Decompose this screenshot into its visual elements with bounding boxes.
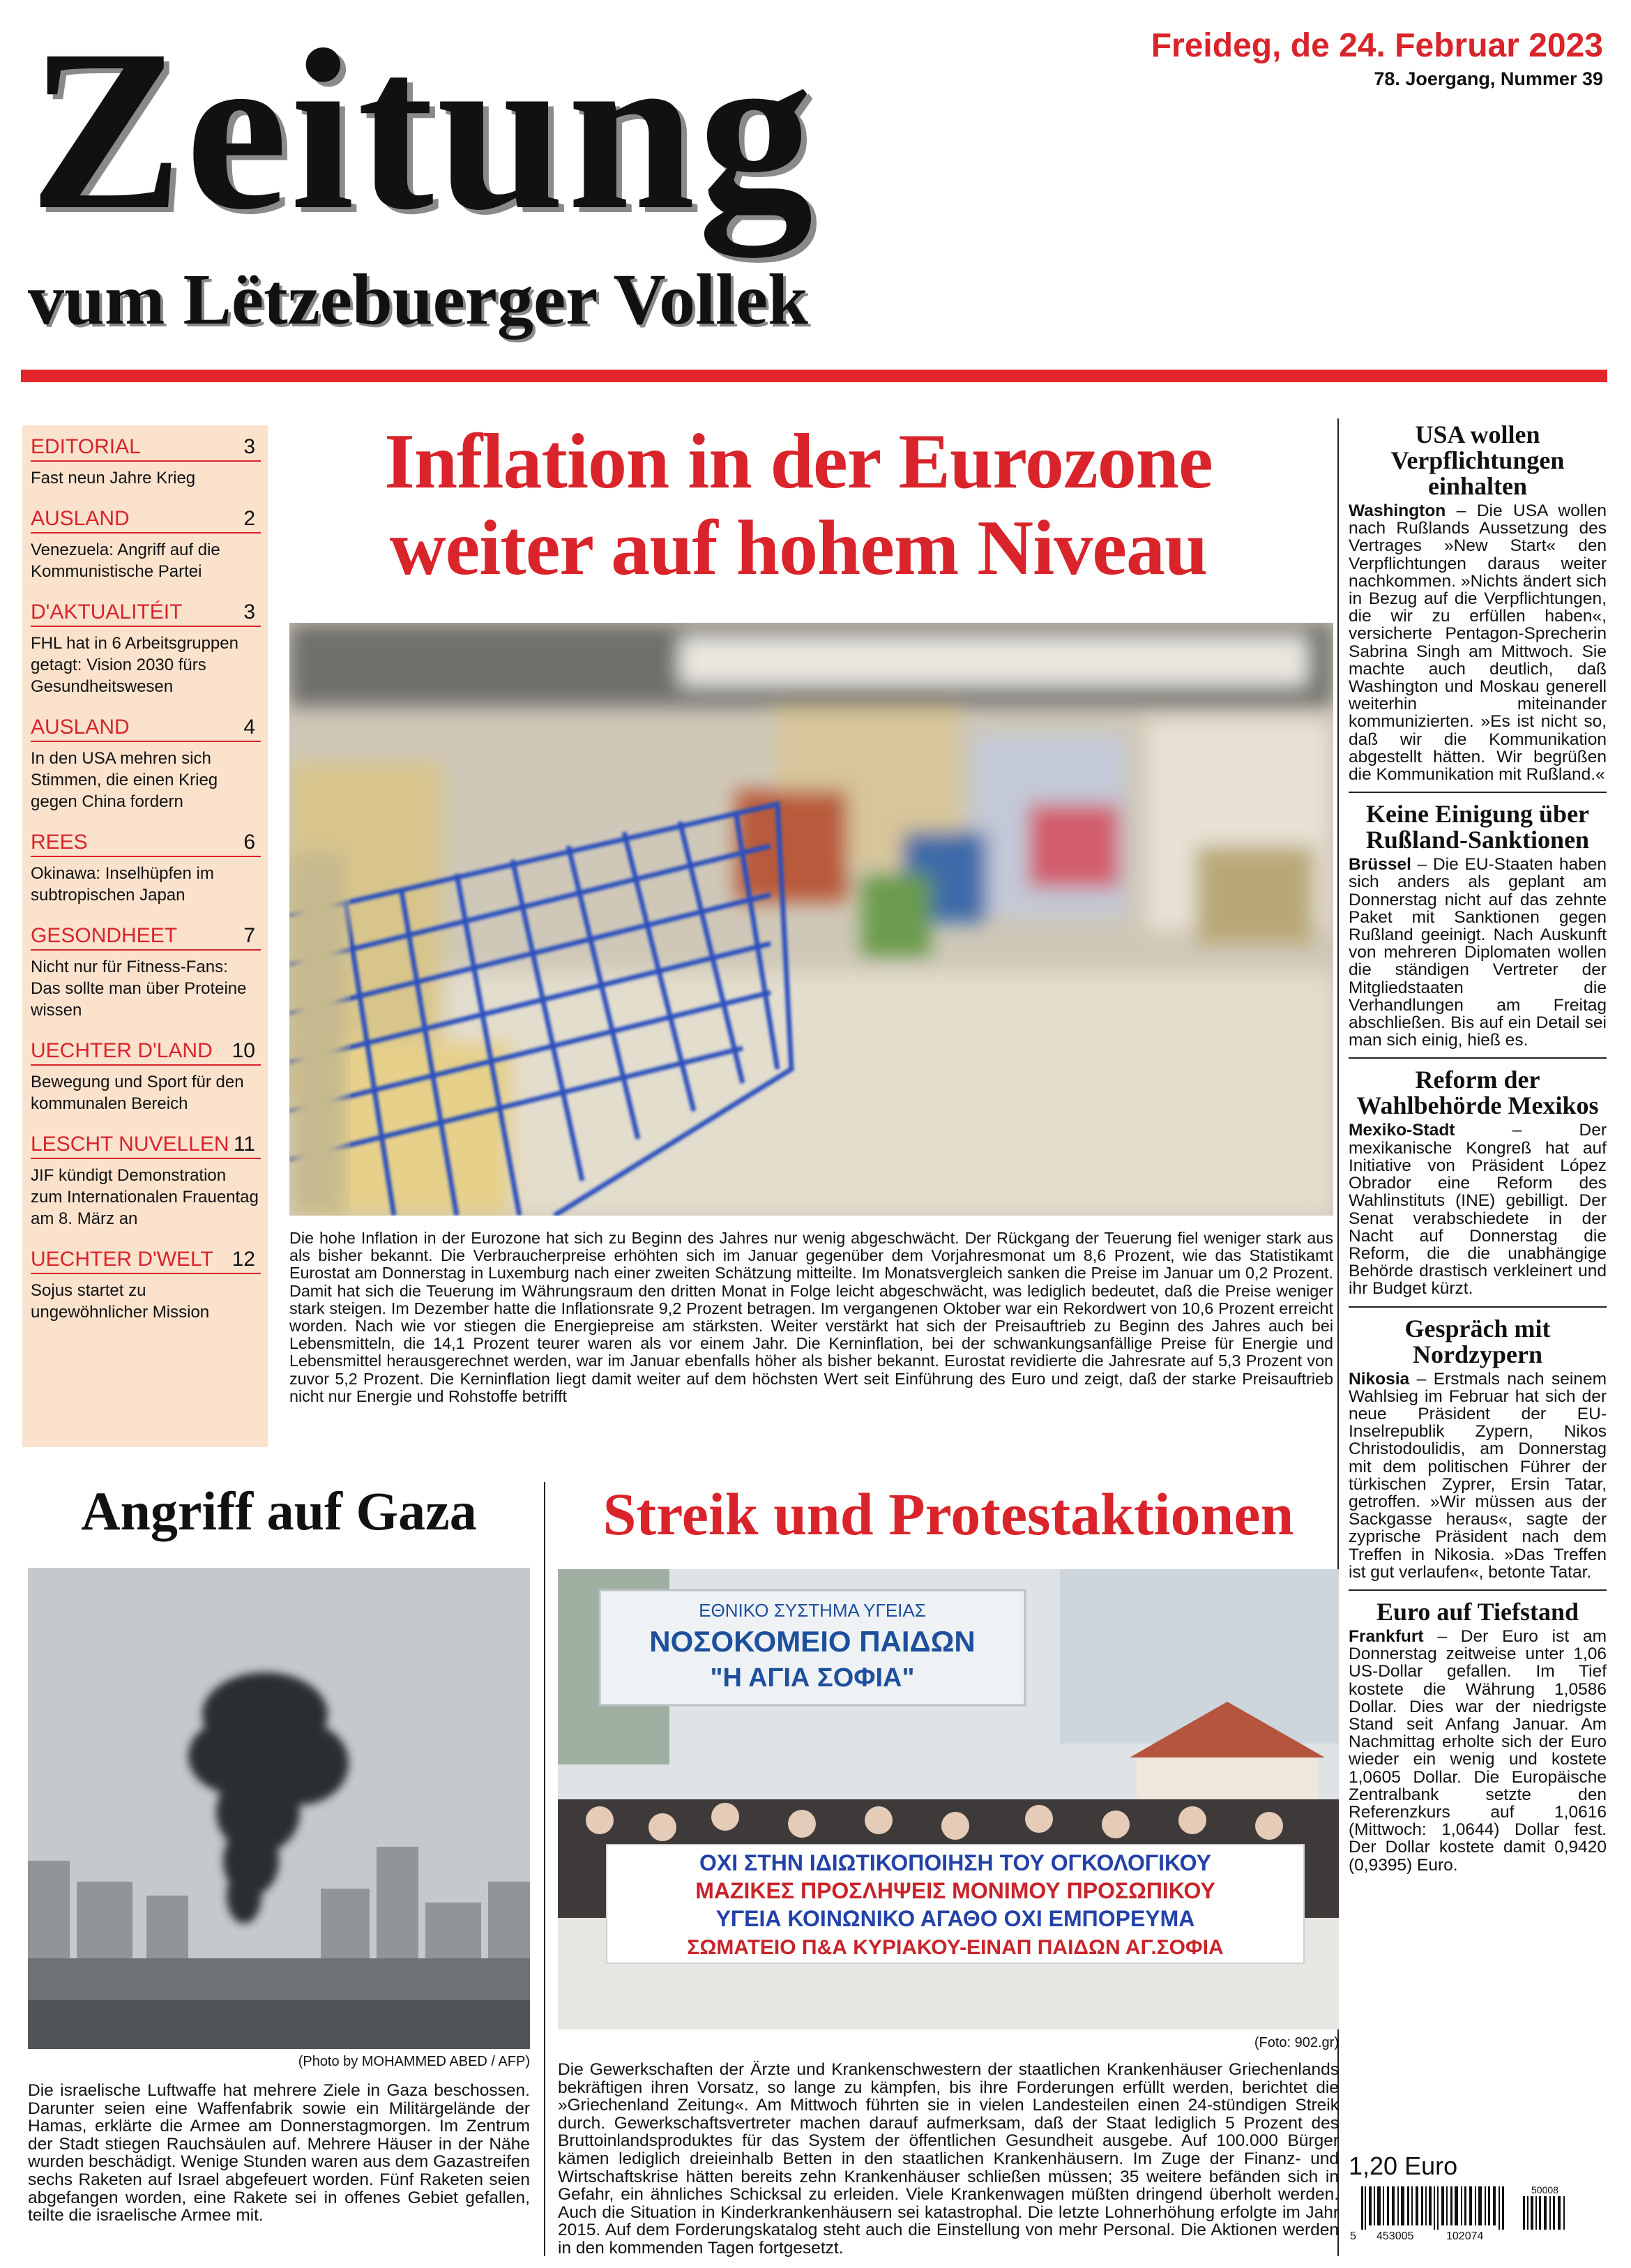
- contents-sidebar: [22, 425, 268, 1447]
- lead-headline-line-1: Inflation in der Eurozone: [384, 418, 1213, 505]
- gaza-article-body: Die israelische Luftwaffe hat mehrere Ziele in Gaza beschossen. Darunter seien eine Waffenfabrik sowie ein Militärgelände der Hamas, erklärte die Armee am Donnerstagmorgen. Im Zentrum der Stadt stiegen Rauchsäulen auf. Mehrere Häuser in der Nähe wurden beschädigt. Wenige Stunden waren aus dem Gazastreifen sechs Raketen auf Israel abgefeuert worden. Fünf Raketen seien abgefangen worden, eine Rakete sei in offenes Gebiet gefallen, teilte die israelische Armee mit.: [28, 2081, 531, 2225]
- index-page-number: 10: [232, 1039, 255, 1062]
- protest-banner-line-2: ΜΑΖΙΚΕΣ ΠΡΟΣΛΗΨΕΙΣ ΜΟΝΙΜΟΥ ΠΡΟΣΩΠΙΚΟΥ: [695, 1878, 1215, 1903]
- index-section-header: [31, 716, 261, 742]
- brief-text: – Der mexikanische Kongreß hat auf Initiative von Präsident López Obrador eine Reform des Wahlinstituts (INE) gebilligt. Der Senat verabschiedete in der Nacht auf Donnerstag die Reform, die die unabhängige Behörde drastisch verkleinert und ihr Budget kürzt.: [1349, 1121, 1607, 1299]
- brief-headline: Euro auf Tiefstand: [1376, 1597, 1579, 1626]
- index-section-header: [31, 507, 261, 534]
- lead-photo-shopping-cart: [289, 623, 1333, 1216]
- brief-headline: Gespräch mit Nordzypern: [1404, 1314, 1551, 1368]
- index-teaser: FHL hat in 6 Arbeitsgruppen getagt: Vision 2030 fürs Gesundheitswesen: [31, 634, 238, 696]
- gaza-photo-smoke: [28, 1568, 530, 2049]
- barcode-graphic: [1349, 2186, 1607, 2242]
- index-teaser: JIF kündigt Demonstration zum Internationalen Frauentag am 8. März an: [31, 1166, 259, 1228]
- protest-illustration: [558, 1569, 1339, 2029]
- brief-eu-sanktionen[interactable]: [1349, 801, 1607, 1049]
- index-section-header: [31, 600, 261, 627]
- shopping-cart-illustration: [289, 623, 1333, 1216]
- index-section-header: [31, 1039, 261, 1066]
- index-section-name: AUSLAND: [31, 716, 130, 739]
- brief-divider: [1349, 792, 1607, 793]
- index-section-name: REES: [31, 831, 88, 854]
- index-teaser: Venezuela: Angriff auf die Kommunistische Partei: [31, 540, 220, 581]
- brief-zypern[interactable]: [1349, 1316, 1607, 1581]
- barcode-left-digits: 453005: [1376, 2230, 1414, 2242]
- index-section-header: [31, 1248, 261, 1274]
- index-item-uechter-dland[interactable]: [31, 1039, 261, 1114]
- index-teaser: Sojus startet zu ungewöhnlicher Mission: [31, 1281, 210, 1322]
- index-item-editorial[interactable]: [31, 435, 261, 489]
- protest-banner-line-4: ΣΩΜΑΤΕΙΟ Π&Α ΚΥΡΙΑΚΟΥ-ΕΙΝΑΠ ΠΑΙΔΩΝ ΑΓ.ΣΟΦΙΑ: [687, 1936, 1224, 1959]
- index-item-lescht-nuvellen[interactable]: [31, 1133, 261, 1230]
- index-section-name: AUSLAND: [31, 507, 130, 530]
- index-page-number: 3: [243, 435, 255, 458]
- brief-body: [1349, 1121, 1607, 1297]
- brief-headline: USA wollen Verpflichtungen einhalten: [1390, 421, 1565, 500]
- brief-dateline: Washington: [1349, 501, 1446, 520]
- index-section-header: [31, 831, 261, 857]
- hospital-sign-line-2: ΝΟΣΟΚΟΜΕΙΟ ΠΑΙΔΩΝ: [649, 1625, 976, 1658]
- index-page-number: 11: [233, 1133, 255, 1156]
- index-teaser: Nicht nur für Fitness-Fans: Das sollte man über Proteine wissen: [31, 958, 247, 1020]
- brief-headline: Reform der Wahlbehörde Mexikos: [1356, 1066, 1599, 1120]
- brief-text: – Erstmals nach seinem Wahlsieg im Februar hat sich der neue Präsident der EU-Inselrepublik Zypern, Nikos Christodoulidis, am Donnerstag mit dem politischen Führer der türkischen Zyprer, Ersin Tatar, getroffen. »Wir müssen aus der Sackgasse heraus«, sagte der zyprische Präsident nach dem Treffen in Nikosia. »Das Treffen ist gut verlaufen«, betonte Tatar.: [1349, 1369, 1607, 1582]
- cover-price: 1,20 Euro: [1349, 2152, 1458, 2180]
- index-page-number: 4: [243, 716, 255, 739]
- index-section-name: EDITORIAL: [31, 435, 141, 458]
- brief-text: – Die EU-Staaten haben sich anders als geplant am Donnerstag nicht auf das zehnte Paket mit Sanktionen gegen Rußland geeinigt. Nach Auskunft von mehreren Diplomaten wollen die ständigen Vertreter der Mitgliedstaaten die Verhandlungen am Freitag abschließen. Bis auf ein Detail sei man sich einig, hieß es.: [1349, 855, 1607, 1050]
- lead-headline[interactable]: [286, 418, 1311, 591]
- index-item-aktualiteit[interactable]: [31, 600, 261, 697]
- brief-dateline: Nikosia: [1349, 1369, 1410, 1389]
- masthead-subtitle: vum Lëtzebuerger Vollek: [28, 259, 808, 340]
- brief-headline: Keine Einigung über Rußland-Sanktionen: [1365, 800, 1590, 854]
- index-page-number: 6: [243, 831, 255, 854]
- index-teaser: Bewegung und Sport für den kommunalen Bereich: [31, 1073, 244, 1113]
- issue-date: Freideg, de 24. Februar 2023: [1151, 27, 1603, 64]
- masthead-title: Zeitung: [29, 3, 817, 257]
- streik-photo-protest: [558, 1569, 1339, 2029]
- brief-dateline: Mexiko-Stadt: [1349, 1121, 1455, 1140]
- lead-article-body: Die hohe Inflation in der Eurozone hat sich zu Beginn des Jahres nur wenig abgeschwächt. Der Rückgang der Teuerung fiel weniger stark aus als bisher bekannt. Die Verbraucherpreise erhöhten sich im Januar gegenüber dem Vorjahresmonat um 8,6 Prozent, wie das Statistikamt Eurostat am Donnerstag in Luxemburg nach einer zweiten Schätzung mitteilte. Im Monatsvergleich sanken die Preise im Januar um 0,2 Prozent. Damit hat sich die Teuerung im Währungsraum den dritten Monat in Folge leicht abgeschwächt, was lediglich bedeutet, daß die Preise weniger stark steigen. Im Dezember hatte die Inflationsrate 9,2 Prozent betragen. Im vergangenen Oktober war ein Rekordwert von 10,6 Prozent erreicht worden. Nach wie vor stiegen die Energiepreise am stärksten. Weiter verstärkt hat sich der Preisauftrieb zu Beginn des Jahres auch bei Lebensmitteln, die 14,1 Prozent teurer waren als vor einem Jahr. Die Kerninflation, bei der schwankungsanfällige Preise für Energie und Lebensmittel herausgerechnet werden, war im Januar ebenfalls höher als bisher bekannt. Eurostat revidierte die Jahresrate auf 5,3 Prozent von zuvor 5,2 Prozent. Die Kerninflation liegt damit weiter auf dem höchsten Wert seit Einführung des Euro und zeigt, daß der starke Preisauftrieb nicht nur Energie und Rohstoffe betrifft: [289, 1229, 1333, 1405]
- streik-photo-credit: (Foto: 902.gr): [1254, 2035, 1339, 2050]
- lead-headline-line-2: weiter auf hohem Niveau: [389, 505, 1208, 591]
- gaza-smoke-illustration: [28, 1568, 530, 2049]
- index-teaser: In den USA mehren sich Stimmen, die einen Krieg gegen China fordern: [31, 749, 218, 811]
- index-section-name: GESONDHEET: [31, 924, 178, 947]
- brief-body: [1349, 1370, 1607, 1581]
- barcode-right-digits: 102074: [1446, 2230, 1484, 2242]
- brief-text: – Der Euro ist am Donnerstag zeitweise unter 1,06 US-Dollar gefallen. Im Tief kostete die Währung 1,0586 Dollar. Dies war der niedrigste Stand seit Anfang Januar. Am Nachmittag erholte sich der Euro wieder ein wenig und kostete 1,0605 Dollar. Die Europäische Zentralbank setzte den Referenzkurs auf 1,0616 (Mittwoch: 1,0644) Dollar fest. Der Dollar kostete damit 0,9420 (0,9395) Euro.: [1349, 1626, 1607, 1875]
- protest-banner-line-3: ΥΓΕΙΑ ΚΟΙΝΩΝΙΚΟ ΑΓΑΘΟ ΟΧΙ ΕΜΠΟΡΕΥΜΑ: [715, 1906, 1195, 1931]
- hospital-sign-line-3: "Η ΑΓΙΑ ΣΟΦΙΑ": [710, 1663, 915, 1693]
- index-teaser: Okinawa: Inselhüpfen im subtropischen Japan: [31, 864, 214, 905]
- barcode-addon-number: 50008: [1531, 2186, 1558, 2195]
- brief-body: [1349, 856, 1607, 1049]
- index-item-uechter-dwelt[interactable]: [31, 1248, 261, 1323]
- index-section-name: LESCHT NUVELLEN: [31, 1133, 229, 1156]
- index-page-number: 12: [232, 1248, 255, 1271]
- index-item-ausland-4[interactable]: [31, 716, 261, 812]
- index-page-number: 2: [243, 507, 255, 530]
- column-divider-bottom: [544, 1482, 545, 2256]
- brief-divider: [1349, 1306, 1607, 1308]
- brief-usa[interactable]: [1349, 422, 1607, 783]
- barcode-lead-digit: 5: [1350, 2230, 1356, 2242]
- right-news-column: [1349, 422, 1607, 1874]
- brief-divider: [1349, 1057, 1607, 1059]
- masthead-red-rule: [21, 370, 1607, 382]
- index-page-number: 3: [243, 600, 255, 623]
- issue-number: 78. Joergang, Nummer 39: [1374, 68, 1603, 89]
- streik-article-body: Die Gewerkschaften der Ärzte und Krankenschwestern der staatlichen Krankenhäuser Griechenlands bekräftigen ihren Vorsatz, so lange zu kämpfen, bis ihre Forderungen erfüllt werden, berichtet die »Griechenland Zeitung«. Am Mittwoch führten sie in vielen Landesteilen einen 24-stündigen Streik durch. Gewerkschaftsvertreter machen darauf aufmerksam, daß der Staat lediglich 5 Prozent des Bruttoinlandsproduktes für das System der öffentlichen Gesundheit ausgebe. Auf 100.000 Bürger kämen lediglich dreieinhalb Betten in den staatlichen Krankenhäusern. Im Zuge der Finanz- und Wirtschaftskrise hätten bereits zehn Krankenhäuser schließen müssen; 35 weitere befänden sich in Gefahr, ein ähnliches Schicksal zu erleiden. Viele Krankenwagen müßten dringend überholt werden. Auch die Situation in Kinderkrankenhäusern sei katastrophal. Die letzte Lohnerhöhung erfolgte im Jahr 2015. Auf dem Forderungskatalog steht auch die Einstellung von mehr Personal. Die Aktionen werden in den kommenden Tagen fortgesetzt.: [558, 2060, 1339, 2258]
- index-section-name: UECHTER D'WELT: [31, 1248, 213, 1271]
- index-teaser: Fast neun Jahre Krieg: [31, 469, 196, 487]
- index-item-ausland-2[interactable]: [31, 507, 261, 582]
- index-item-gesondheet[interactable]: [31, 924, 261, 1021]
- streik-headline[interactable]: Streik und Protestaktionen: [602, 1481, 1294, 1548]
- brief-body: [1349, 1628, 1607, 1874]
- index-item-rees[interactable]: [31, 831, 261, 906]
- hospital-sign-line-1: ΕΘΝΙΚΟ ΣΥΣΤΗΜΑ ΥΓΕΙΑΣ: [699, 1600, 926, 1621]
- brief-divider: [1349, 1589, 1607, 1591]
- index-section-header: [31, 924, 261, 951]
- brief-text: – Die USA wollen nach Rußlands Aussetzung des Vertrages »New Start« den Verpflichtungen daraus weiter nachkommen. »Nichts ändert sich in Bezug auf die Verpflichtungen, die wir zu erfüllen haben«, versicherte Pentagon-Sprecherin Sabrina Singh am Mittwoch. Sie machte auch deutlich, daß Washington und Moskau generell weiterhin miteinander kommunizierten. »Es ist nicht so, daß wir die Kommunikation abgestellt hätten. Wir begrüßen die Kommunikation mit Rußland.«: [1349, 501, 1607, 785]
- gaza-photo-credit: (Photo by MOHAMMED ABED / AFP): [298, 2054, 530, 2069]
- protest-banner-line-1: ΟΧΙ ΣΤΗΝ ΙΔΙΩΤΙΚΟΠΟΙΗΣΗ ΤΟΥ ΟΓΚΟΛΟΓΙΚΟΥ: [699, 1850, 1211, 1875]
- index-section-header: [31, 1133, 261, 1159]
- index-section-name: UECHTER D'LAND: [31, 1039, 213, 1062]
- brief-body: [1349, 502, 1607, 783]
- index-section-name: D'AKTUALITÉIT: [31, 600, 183, 623]
- index-section-header: [31, 435, 261, 462]
- index-page-number: 7: [243, 924, 255, 947]
- gaza-headline[interactable]: Angriff auf Gaza: [81, 1481, 477, 1541]
- brief-dateline: Brüssel: [1349, 855, 1411, 875]
- brief-dateline: Frankfurt: [1349, 1626, 1424, 1646]
- brief-mexiko[interactable]: [1349, 1067, 1607, 1297]
- barcode: [1349, 2186, 1607, 2242]
- brief-euro[interactable]: [1349, 1599, 1607, 1874]
